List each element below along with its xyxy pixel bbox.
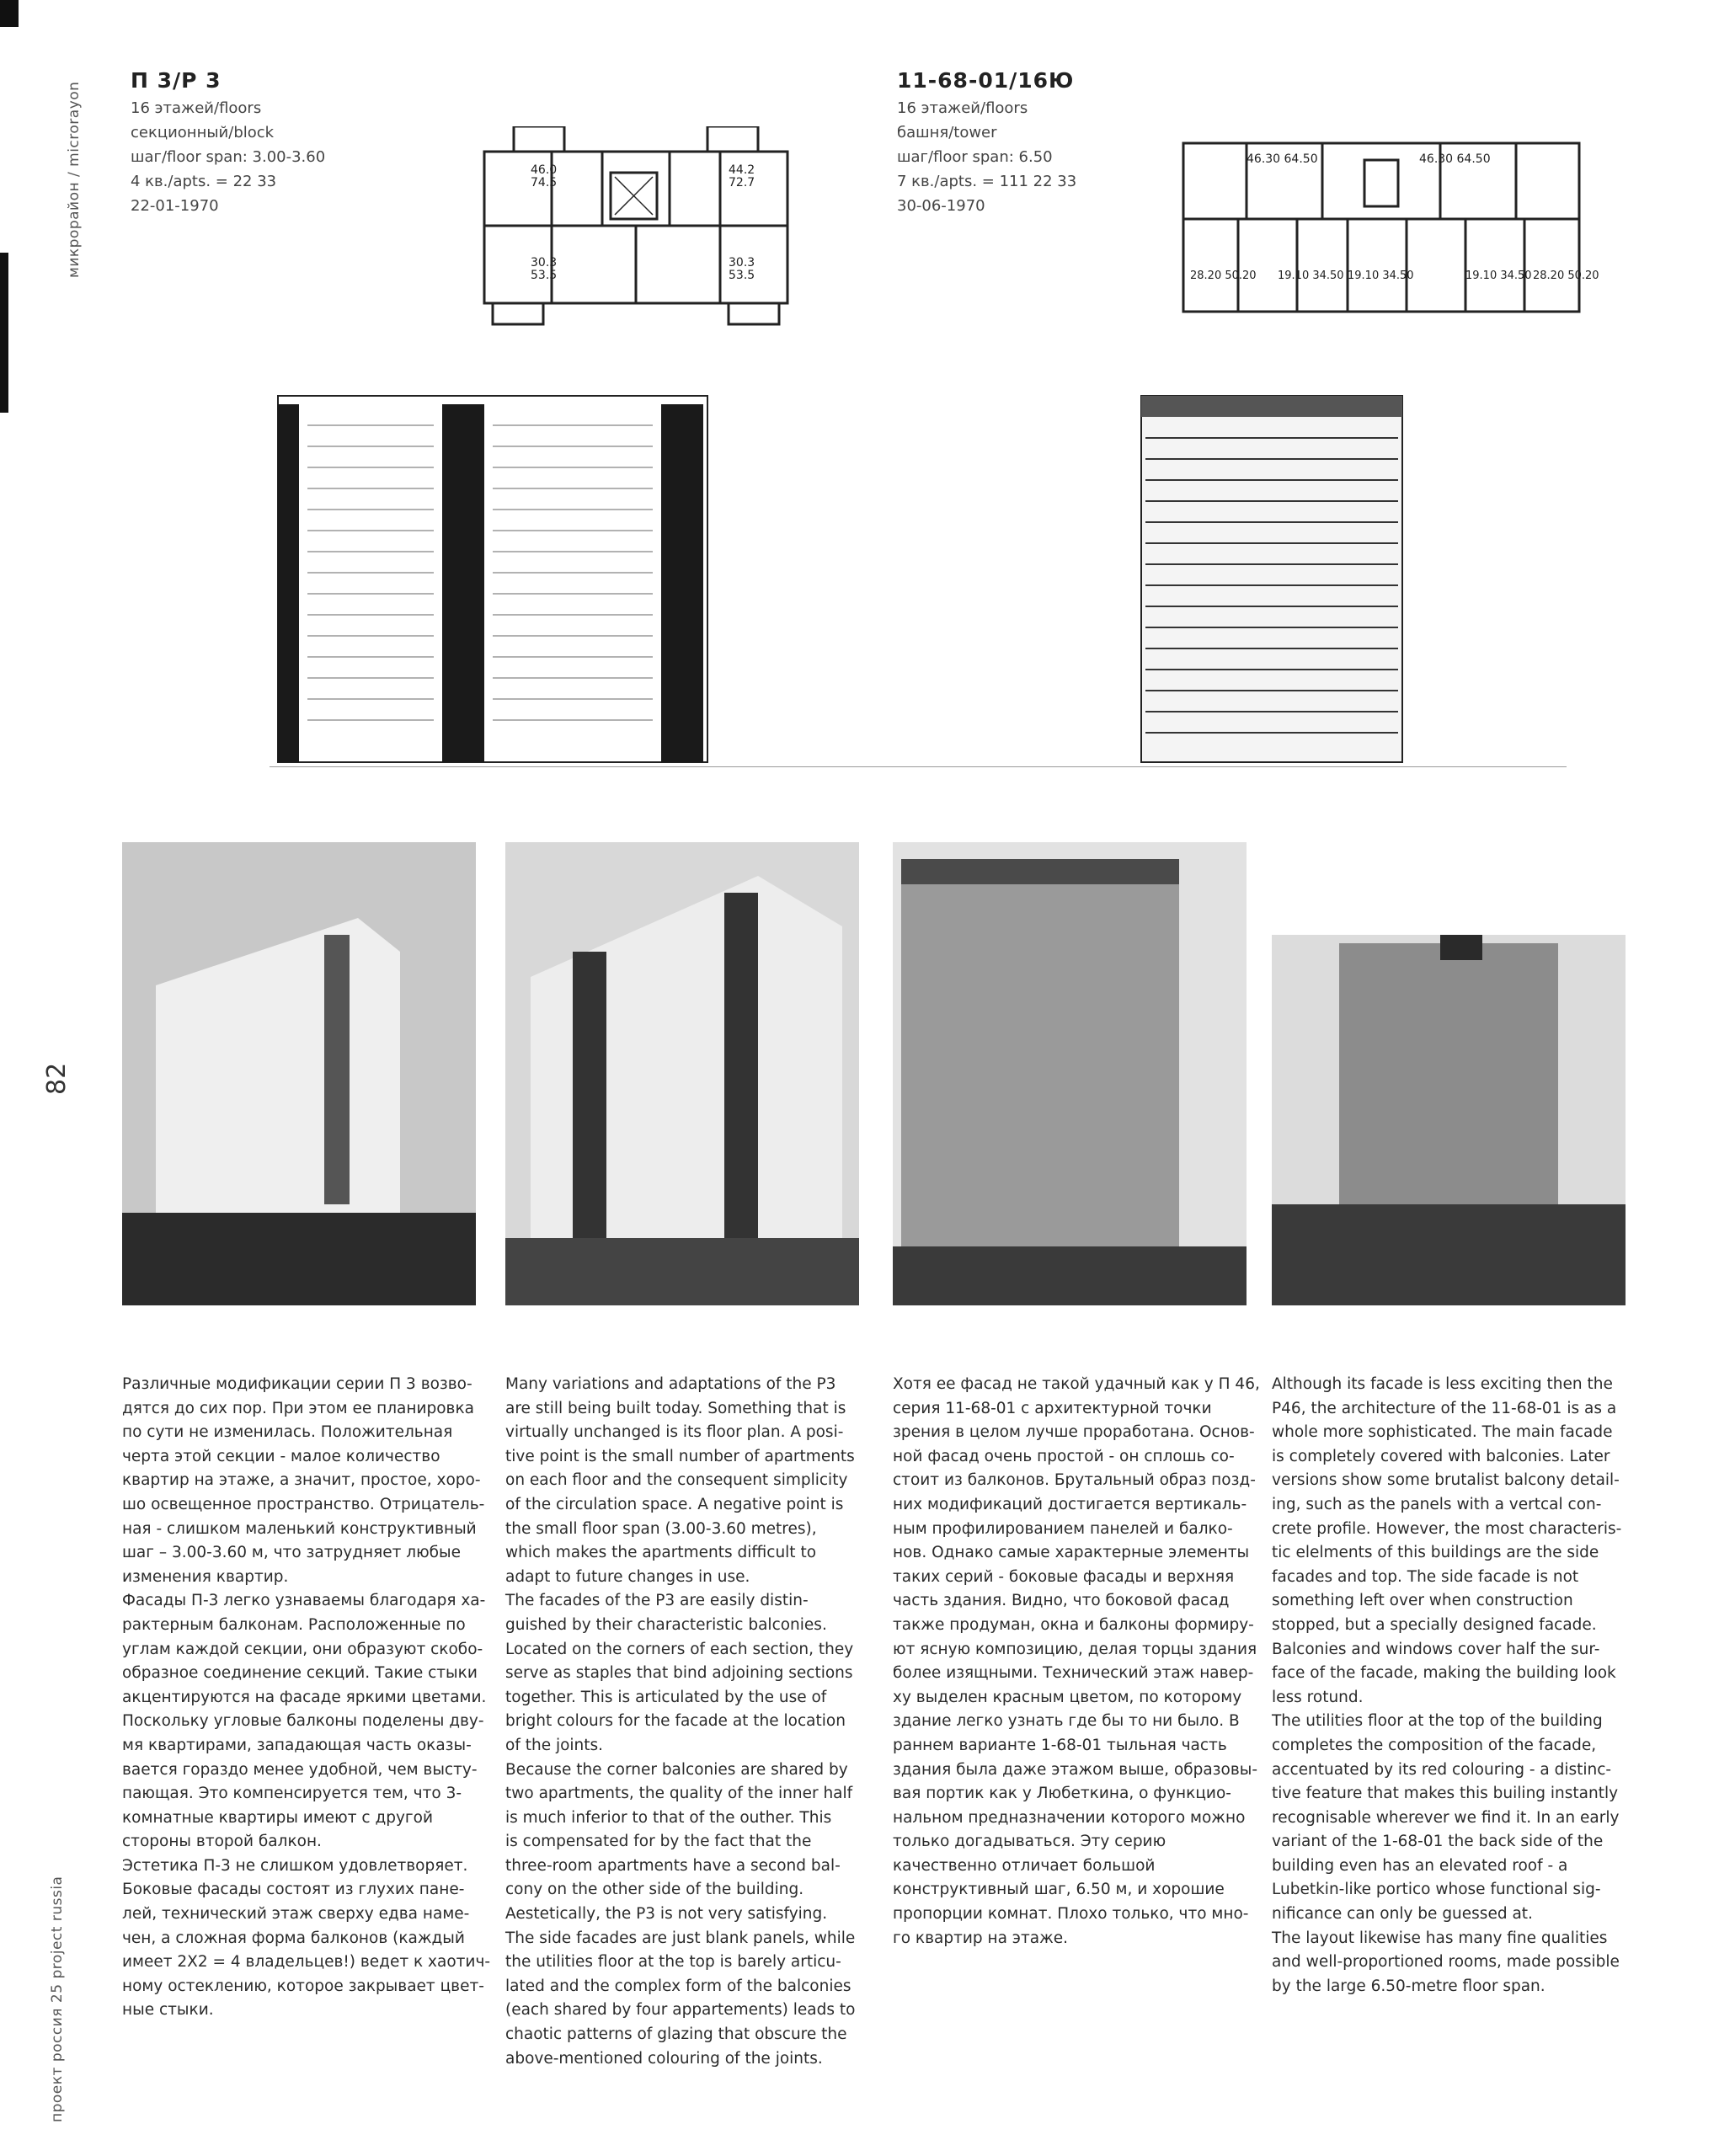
- plan-left-area-3: 30.3 53.5: [531, 256, 558, 282]
- baseline-rule: [270, 766, 1567, 767]
- photo-p3-facade: [505, 842, 859, 1305]
- text-column-ru-1: Различные модификации серии П 3 возво- дятся до сих пор. При этом ее планировка по сути не изменилась. Положительная черта этой секции - малое количество квартир на этаже, а значит, простое, хоро- шо освещенное пространство. Отрицатель- ная - слишком маленький конструктивный шаг – 3.00-3.60 м, что затрудняет любые изменения квартир. Фасады П-3 легко узнаваемы благодаря ха- рактерным балконам. Расположенные по углам каждой секции, они образуют скобо- образное соединение секций. Такие стыки акцентируются на фасаде яркими цветами. Поскольку угловые балконы поделены дву- мя квартирами, западающая часть оказы- вается гораздо менее удобной, чем высту- пающая. Это компенсируется тем, что 3- комнатные квартиры имеют с другой стороны второй балкон. Эстетика П-3 не слишком удовлетворяет. Боковые фасады состоят из глухих пане- лей, технический этаж сверху едва наме- чен, а сложная форма балконов (каждый имеет 2Х2 = 4 владельцев!) ведет к хаотич- ному остеклению, которое закрывает цвет- ные стыки.: [122, 1375, 491, 2020]
- plan-right-area-3: 28.20 50.20: [1190, 270, 1257, 282]
- left-spec-line: 22-01-1970: [131, 197, 219, 215]
- right-spec-block: [897, 66, 1076, 218]
- left-spec-line: шаг/floor span: 3.00-3.60: [131, 148, 326, 166]
- floor-plan-left: [476, 126, 796, 333]
- photo-p3-corner: [122, 842, 476, 1305]
- footer-label: проект россия 25 project russia: [49, 1876, 66, 2122]
- plan-left-area-4: 30.3 53.5: [729, 256, 755, 282]
- crop-mark-side: [0, 253, 8, 413]
- text-column-en-1: Many variations and adaptations of the P3 are still being built today. Something that is virtually unchanged is its floor plan. A posi- tive point is the small number of apartments on each floor and the consequent simplicity of the circulation space. A negative point is the small floor span (3.00-3.60 metres), which makes the apartments difficult to adapt to future changes in use. The facades of the P3 are easily distin- guished by their characteristic balconies. Located on the corners of each section, they serve as staples that bind adjoining sections together. This is articulated by the use of bright colours for the facade at the location of the joints. Because the corner balconies are shared by two apartments, the quality of the inner half is much inferior to that of the outher. This is compensated for by the fact that the three-room apartments have a second bal- cony on the other side of the building. Aestetically, the P3 is not very satisfying. The side facades are just blank panels, while the utilities floor at the top is barely articu- lated and the complex form of the balconies (each shared by four appartements) leads to chaotic patterns of glazing that obscure the above-mentioned colouring of the joints.: [505, 1375, 856, 2068]
- left-spec-line: 16 этажей/floors: [131, 99, 262, 117]
- plan-left-area-1: 46.0 74.5: [531, 163, 558, 189]
- right-spec-line: башня/tower: [897, 124, 997, 141]
- left-spec-line: секционный/block: [131, 124, 275, 141]
- page-number: 82: [42, 1062, 72, 1095]
- section-label: микрорайон / microrayon: [66, 81, 83, 278]
- left-spec-block: [131, 66, 325, 218]
- text-column-ru-2: Хотя ее фасад не такой удачный как у П 46, серия 11-68-01 с архитектурной точки зрения в целом лучше проработана. Основ- ной фасад очень простой - он сплошь со- стоит из балконов. Брутальный образ позд- них модификаций достигается вертикаль- ным профилированием панелей и балко- нов. Однако самые характерные элементы таких серий - боковые фасады и верхняя часть здания. Видно, что боковой фасад также продуман, окна и балконы формиру- ют ясную композицию, делая торцы здания более изящными. Технический этаж навер- ху выделен красным цветом, по которому здание легко узнать где бы то ни было. В раннем варианте 1-68-01 тыльная часть здания была даже этажом выше, образовы- вая портик как у Любеткина, о функцио- нальном предназначении которого можно только догадываться. Эту серию качественно отличает большой конструктивный шаг, 6.50 м, и хорошие пропорции комнат. Плохо только, что мно- го квартир на этаже.: [893, 1375, 1260, 1947]
- photo-tower-side: [1272, 935, 1626, 1305]
- elevation-left: [274, 392, 712, 766]
- plan-left-area-2: 44.2 72.7: [729, 163, 755, 189]
- plan-right-area-1: 46.30 64.50: [1247, 152, 1318, 166]
- left-spec-line: 4 кв./apts. = 22 33: [131, 173, 277, 190]
- right-spec-title: 11-68-01/16Ю: [897, 68, 1075, 93]
- right-spec-line: шаг/floor span: 6.50: [897, 148, 1053, 166]
- right-spec-line: 16 этажей/floors: [897, 99, 1028, 117]
- photo-tower-front: [893, 842, 1247, 1305]
- crop-mark-top: [0, 0, 19, 27]
- plan-right-area-4: 19.10 34.50: [1278, 270, 1344, 282]
- left-spec-title: П 3/Р 3: [131, 68, 222, 93]
- plan-right-area-5: 19.10 34.50: [1348, 270, 1414, 282]
- right-spec-line: 30-06-1970: [897, 197, 985, 215]
- text-column-en-2: Although its facade is less exciting then the P46, the architecture of the 11-68-01 is as a whole more sophisticated. The main facade is completely covered with balconies. Later versions show some brutalist balcony detail- ing, such as the panels with a vertcal con- crete profile. However, the most characteris- tic elelments of this buildings are the side facades and top. The side facade is not something left over when construction stopped, but a specially designed facade. Balconies and windows cover half the sur- face of the facade, making the building look less rotund. The utilities floor at the top of the building completes the composition of the facade, accentuated by its red colouring - a distinc- tive feature that makes this builing instantly recognisable wherever we find it. In an early variant of the 1-68-01 the back side of the building even has an elevated roof - a Lubetkin-like portico whose functional sig- nificance can only be guessed at. The layout likewise has many fine qualities and well-proportioned rooms, made possible by the large 6.50-metre floor span.: [1272, 1375, 1622, 1995]
- plan-right-area-6: 19.10 34.50: [1465, 270, 1532, 282]
- floor-plan-right: [1179, 126, 1583, 328]
- plan-right-area-2: 46.30 64.50: [1419, 152, 1491, 166]
- plan-right-area-7: 28.20 50.20: [1533, 270, 1599, 282]
- right-spec-line: 7 кв./apts. = 111 22 33: [897, 173, 1077, 190]
- elevation-right: [1137, 392, 1407, 766]
